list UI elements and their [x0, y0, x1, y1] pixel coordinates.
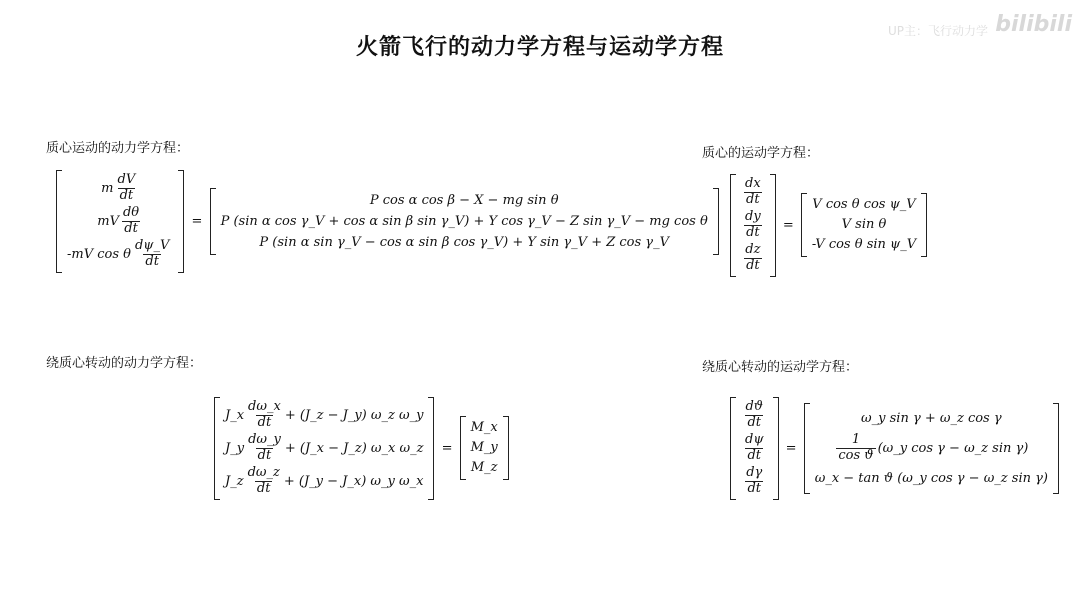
- com-kinematics-lhs-matrix: $\frac{dx}{dt}$ $\frac{dy}{dt}$ $\frac{dz}{dt}$: [730, 174, 776, 277]
- rot-kinematics-label: 绕质心转动的运动学方程：: [702, 360, 859, 375]
- rhs-row: V sin θ: [841, 217, 887, 233]
- equals-sign: =: [441, 440, 453, 456]
- com-kinematics-equation: [730, 174, 927, 277]
- equals-sign: =: [785, 440, 797, 456]
- lhs-row: m $\frac{dV}{dt}$: [101, 172, 136, 203]
- page-title: 火箭飞行的动力学方程与运动学方程: [355, 35, 724, 60]
- rot-kinematics-rhs-matrix: ω_y sin γ + ω_z cos γ $\frac{1}{\text{cos ϑ}}$ (ω_y cos γ − ω_z sin γ) ω_x − tan ϑ (ω_y cos γ − ω_z sin γ): [804, 403, 1059, 494]
- rhs-row: M_x: [470, 420, 498, 436]
- com-dynamics-equation: [56, 170, 719, 273]
- rhs-row: M_z: [470, 460, 498, 476]
- lhs-row: -mV cos θ $\frac{d\psi\_V}{dt}$: [67, 237, 170, 269]
- lhs-row: mV $\frac{d\theta}{dt}$: [97, 204, 140, 236]
- com-dynamics-lhs-matrix: [56, 170, 184, 273]
- rhs-row: V cos θ cos ψ_V: [812, 197, 916, 213]
- rhs-row: -V cos θ sin ψ_V: [811, 237, 917, 253]
- rot-dynamics-label: 绕质心转动的动力学方程：: [46, 356, 203, 371]
- bilibili-logo: bilibili: [995, 12, 1072, 37]
- com-dynamics-rhs-matrix: [210, 188, 719, 255]
- rhs-row: P (sin α sin γ_V − cos α sin β cos γ_V) + Y sin γ_V + Z cos γ_V: [259, 234, 669, 250]
- rot-kinematics-equation: [730, 397, 1059, 500]
- com-kinematics-label: 质心的运动学方程：: [702, 146, 820, 161]
- rot-dynamics-lhs-matrix: J_x $\frac{d\omega\_x}{dt}$ + (J_z − J_y) ω_z ω_y J_y $\frac{d\omega\_y}{dt}$ + (J_x − J_z) ω_x ω_z J_z $\frac{d\omega\_z}{dt}$ + (J_y − J_x) ω_y ω_x: [214, 397, 434, 500]
- rot-kinematics-lhs-matrix: $\frac{dϑ}{dt}$ $\frac{d\psi}{dt}$ $\frac{d\gamma}{dt}$: [730, 397, 779, 500]
- watermark-user: UP主：飞行动力学: [887, 24, 988, 38]
- rhs-row: M_y: [470, 440, 498, 456]
- rot-dynamics-rhs-matrix: [460, 416, 509, 480]
- equals-sign: =: [782, 217, 794, 233]
- rhs-row: P (sin α cos γ_V + cos α sin β sin γ_V) + Y cos γ_V − Z sin γ_V − mg cos θ: [220, 213, 708, 229]
- rhs-row: P cos α cos β − X − mg sin θ: [369, 192, 559, 208]
- com-kinematics-rhs-matrix: [801, 193, 927, 257]
- equals-sign: =: [191, 213, 203, 229]
- rot-dynamics-equation: [214, 397, 509, 500]
- com-dynamics-label: 质心运动的动力学方程：: [46, 141, 190, 156]
